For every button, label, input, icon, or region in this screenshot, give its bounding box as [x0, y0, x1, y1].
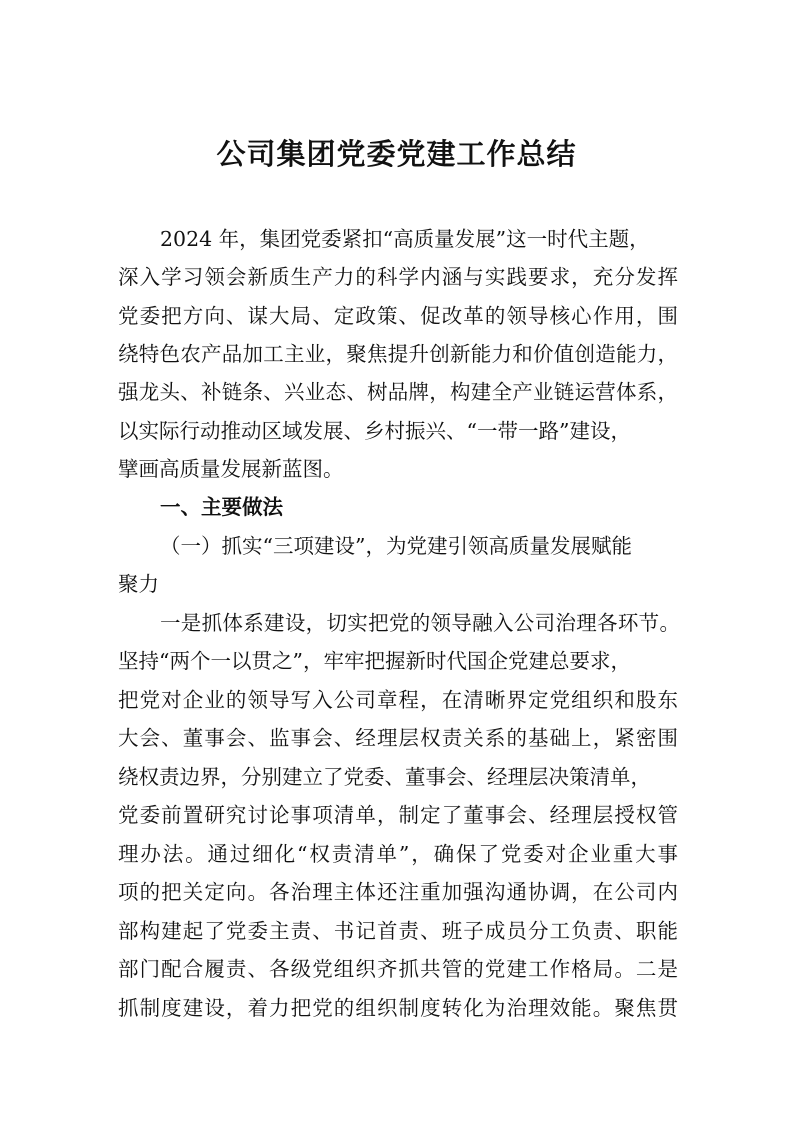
subsection-heading-1: （一）抓实“三项建设”，为党建引领高质量发展赋能 — [160, 534, 632, 558]
paragraph-line-1: 2024 年，集团党委紧扣“高质量发展”这一时代主题， — [160, 227, 650, 251]
paragraph-line-2: 深入学习领会新质生产力的科学内涵与实践要求，充分发挥 — [118, 265, 678, 289]
paragraph-line-4: 绕特色农产品加工主业，聚焦提升创新能力和价值创造能力， — [118, 342, 678, 366]
paragraph-line-3: 党委把方向、谋大局、定政策、促改革的领导核心作用，围 — [118, 304, 678, 328]
body-line-2: 坚持“两个一以贯之”，牢牢把握新时代国企党建总要求， — [118, 649, 631, 673]
paragraph-line-7: 擘画高质量发展新蓝图。 — [118, 457, 344, 481]
document-title: 公司集团党委党建工作总结 — [216, 137, 577, 171]
body-line-7: 理办法。通过细化“权责清单”，确保了党委对企业重大事 — [118, 842, 678, 866]
body-line-4: 大会、董事会、监事会、经理层权责关系的基础上，紧密围 — [118, 726, 678, 750]
body-line-10: 部门配合履责、各级党组织齐抓共管的党建工作格局。二是 — [118, 957, 678, 981]
body-line-9: 部构建起了党委主责、书记首责、班子成员分工负责、职能 — [118, 919, 678, 943]
paragraph-line-5: 强龙头、补链条、兴业态、树品牌，构建全产业链运营体系， — [118, 380, 678, 404]
body-line-11: 抓制度建设，着力把党的组织制度转化为治理效能。聚焦贯 — [118, 996, 678, 1020]
section-heading-1: 一、主要做法 — [160, 495, 283, 519]
body-line-3: 把党对企业的领导写入公司章程，在清晰界定党组织和股东 — [118, 688, 678, 712]
body-line-8: 项的把关定向。各治理主体还注重加强沟通协调，在公司内 — [118, 880, 678, 904]
body-line-1: 一是抓体系建设，切实把党的领导融入公司治理各环节。 — [160, 611, 680, 635]
body-line-5: 绕权责边界，分别建立了党委、董事会、经理层决策清单， — [118, 765, 651, 789]
subsection-heading-1-cont: 聚力 — [118, 572, 159, 596]
paragraph-line-6: 以实际行动推动区域发展、乡村振兴、“一带一路”建设， — [118, 419, 631, 443]
body-line-6: 党委前置研究讨论事项清单，制定了董事会、经理层授权管 — [118, 803, 678, 827]
